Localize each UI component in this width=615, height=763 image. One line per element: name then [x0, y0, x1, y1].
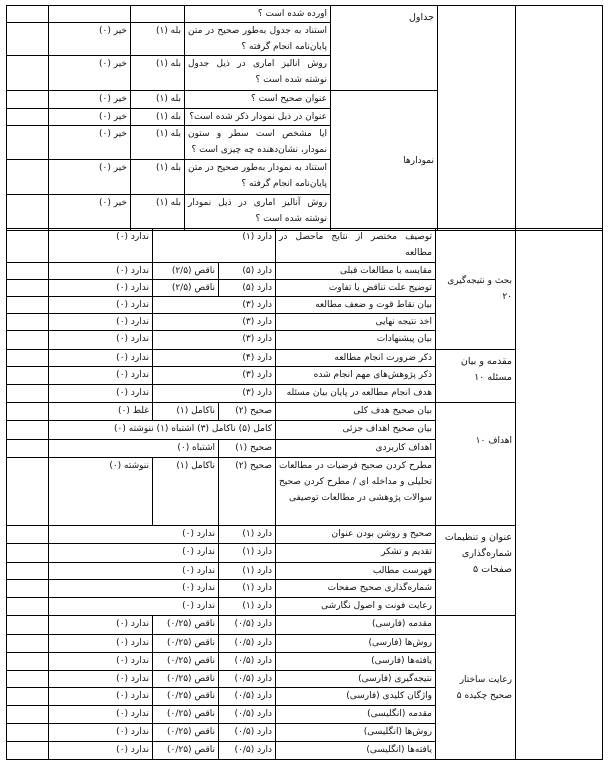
criteria-table	[6, 228, 603, 760]
blank-column	[438, 6, 516, 231]
option-c: ندارد (۰)	[49, 688, 153, 706]
yes-option: بله (۱)	[131, 23, 185, 56]
option-a: دارد (۳)	[153, 385, 276, 403]
criterion: بیان صحیح اهداف جزئی	[276, 421, 436, 440]
score-cell	[7, 229, 49, 263]
option-c: ندارد (۰)	[49, 263, 153, 280]
criterion: مقایسه با مطالعات قبلی	[276, 263, 436, 280]
option-a: دارد (۰/۵)	[219, 706, 276, 724]
option-c: ندارد (۰)	[49, 706, 153, 724]
option-a: صحیح (۲)	[219, 458, 276, 526]
score-cell	[7, 635, 49, 653]
option-b: اشتباه (۰)	[49, 440, 219, 458]
option-b: ناقص (۲/۵)	[153, 280, 219, 297]
question: استناد به جدول به‌طور صحیح در متن پایان‌نامه انجام گرفته ؟	[185, 23, 331, 56]
no-option: خیر (۰)	[49, 109, 131, 126]
question: استناد به نمودار به‌طور صحیح در متن پایان‌نامه انجام گرفته ؟	[185, 160, 331, 195]
option-c: ندارد (۰)	[49, 350, 153, 367]
option-c: ندارد (۰)	[49, 671, 153, 688]
option-a: دارد (۳)	[153, 297, 276, 314]
criterion: ذکر ضرورت انجام مطالعه	[276, 350, 436, 367]
option-c: ندارد (۰)	[49, 229, 153, 263]
option-b: ناقص (۰/۲۵)	[153, 653, 219, 671]
score-cell	[7, 544, 49, 563]
option-c: ندارد (۰)	[49, 742, 153, 760]
option-b: ناقص (۰/۲۵)	[153, 724, 219, 742]
score-cell	[7, 706, 49, 724]
score-cell	[7, 421, 49, 440]
score-cell	[7, 367, 49, 385]
option-a: دارد (۰/۵)	[219, 724, 276, 742]
option-c: ندارد (۰)	[49, 653, 153, 671]
option-a: صحیح (۲)	[219, 403, 276, 421]
no-option: خیر (۰)	[49, 91, 131, 109]
option-b: ناکامل (۱)	[153, 458, 219, 526]
criterion: تقدیم و تشکر	[276, 544, 436, 563]
option-b: ناقص (۰/۲۵)	[153, 706, 219, 724]
category-tables: جداول	[331, 6, 438, 91]
criterion: توضیح علت تناقض یا تفاوت	[276, 280, 436, 297]
yes-option: بله (۱)	[131, 109, 185, 126]
option-b: ناقص (۰/۲۵)	[153, 635, 219, 653]
option-b: ناکامل (۱)	[153, 403, 219, 421]
option-a: دارد (۵)	[219, 263, 276, 280]
option-a: دارد (۱)	[219, 544, 276, 563]
option-b: ناقص (۰/۲۵)	[153, 616, 219, 635]
criterion: ذکر پژوهش‌های مهم انجام شده	[276, 367, 436, 385]
criterion: صحیح و روشن بودن عنوان	[276, 526, 436, 544]
option-a: دارد (۰/۵)	[219, 616, 276, 635]
score-cell	[7, 160, 49, 195]
score-cell	[7, 109, 49, 126]
category-title: عنوان و تنظیمات شماره‌گذاری صفحات ۵	[436, 526, 516, 616]
option-c: ندارد (۰)	[49, 563, 219, 580]
criterion: اهداف کاربردی	[276, 440, 436, 458]
no-option: خیر (۰)	[49, 160, 131, 195]
criterion: روش‌ها (انگلیسی)	[276, 724, 436, 742]
category-charts: نمودارها	[331, 91, 438, 231]
score-cell	[7, 385, 49, 403]
question: اورده شده است ؟	[185, 6, 331, 23]
option-a: دارد (۰/۵)	[219, 688, 276, 706]
score-cell	[7, 126, 49, 160]
evaluation-form	[6, 5, 602, 759]
criterion: واژگان کلیدی (فارسی)	[276, 688, 436, 706]
no-option: خیر (۰)	[49, 126, 131, 160]
score-cell	[7, 280, 49, 297]
score-cell	[7, 598, 49, 616]
option-c: ندارد (۰)	[49, 367, 153, 385]
option-c: ندارد (۰)	[49, 544, 219, 563]
option-b: ناقص (۲/۵)	[153, 263, 219, 280]
score-cell	[7, 526, 49, 544]
option-a: دارد (۳)	[153, 314, 276, 331]
score-cell	[7, 688, 49, 706]
criterion: توصیف مختصر از نتایج ماحصل در مطالعه	[276, 229, 436, 263]
option-b: ناقص (۰/۲۵)	[153, 742, 219, 760]
question: روش انالیز اماری در ذیل جدول نوشته شده است ؟	[185, 56, 331, 91]
option-c: ندارد (۰)	[49, 385, 153, 403]
score-cell	[7, 563, 49, 580]
score-cell	[7, 56, 49, 91]
criterion: یافته‌ها (انگلیسی)	[276, 742, 436, 760]
option-c: ندارد (۰)	[49, 616, 153, 635]
criterion: مقدمه (انگلیسی)	[276, 706, 436, 724]
criterion: شماره‌گذاری صحیح صفحات	[276, 580, 436, 598]
yes-option: بله (۱)	[131, 126, 185, 160]
score-cell	[7, 195, 49, 231]
criterion: یافته‌ها (فارسی)	[276, 653, 436, 671]
option-c: ندارد (۰)	[49, 280, 153, 297]
score-cell	[7, 91, 49, 109]
category-intro: مقدمه و بیان مسئله ۱۰	[436, 350, 516, 403]
option-a: کامل (۵) ناکامل (۳) اشتباه (۱) ننوشته (۰)	[49, 421, 276, 440]
yes-option: بله (۱)	[131, 91, 185, 109]
option-a: دارد (۰/۵)	[219, 671, 276, 688]
option-c: ندارد (۰)	[49, 314, 153, 331]
score-cell	[7, 671, 49, 688]
score-cell	[7, 403, 49, 421]
option-a: دارد (۰/۵)	[219, 635, 276, 653]
tables-charts-table	[6, 5, 603, 231]
option-b: ناقص (۰/۲۵)	[153, 671, 219, 688]
question: عنوان در ذیل نمودار ذکر شده است؟	[185, 109, 331, 126]
option-c: ندارد (۰)	[49, 598, 219, 616]
yes-option	[131, 6, 185, 23]
criterion: مطرح کردن صحیح فرضیات در مطالعات تحلیلی و مداخله ای / مطرح کردن صحیح سوالات پژوهشی در مطالعات توصیفی	[276, 458, 436, 526]
no-option	[49, 6, 131, 23]
criterion: بیان صحیح هدف کلی	[276, 403, 436, 421]
criterion: هدف انجام مطالعه در پایان بیان مسئله	[276, 385, 436, 403]
score-cell	[7, 331, 49, 350]
score-cell	[7, 440, 49, 458]
option-c: ندارد (۰)	[49, 331, 153, 350]
option-c: ندارد (۰)	[49, 297, 153, 314]
criterion: روش‌ها (فارسی)	[276, 635, 436, 653]
option-c: غلط (۰)	[49, 403, 153, 421]
score-cell	[7, 23, 49, 56]
score-cell	[7, 742, 49, 760]
category-abstract: رعایت ساختار صحیح چکیده ۵	[436, 616, 516, 760]
option-a: دارد (۵)	[219, 280, 276, 297]
no-option: خیر (۰)	[49, 23, 131, 56]
option-a: صحیح (۱)	[219, 440, 276, 458]
option-b: ناقص (۰/۲۵)	[153, 688, 219, 706]
score-cell	[7, 263, 49, 280]
score-cell	[7, 314, 49, 331]
blank-column	[516, 6, 603, 231]
score-cell	[7, 653, 49, 671]
option-a: دارد (۰/۵)	[219, 653, 276, 671]
score-cell	[7, 724, 49, 742]
score-cell	[7, 616, 49, 635]
category-discussion: بحث و نتیجه‌گیری ۲۰	[436, 229, 516, 350]
score-cell	[7, 297, 49, 314]
option-c: ندارد (۰)	[49, 526, 219, 544]
option-a: دارد (۳)	[153, 331, 276, 350]
criterion: اخذ نتیجه نهایی	[276, 314, 436, 331]
no-option: خیر (۰)	[49, 195, 131, 231]
option-a: دارد (۱)	[219, 580, 276, 598]
score-cell	[7, 6, 49, 23]
option-a: دارد (۱)	[219, 563, 276, 580]
question: ایا مشخص است سطر و ستون نمودار، نشان‌دهنده چه چیزی است ؟	[185, 126, 331, 160]
no-option: خیر (۰)	[49, 56, 131, 91]
question: عنوان صحیح است ؟	[185, 91, 331, 109]
option-a: دارد (۴)	[153, 350, 276, 367]
option-a: دارد (۰/۵)	[219, 742, 276, 760]
criterion: نتیجه‌گیری (فارسی)	[276, 671, 436, 688]
option-a: دارد (۱)	[153, 229, 276, 263]
score-cell	[7, 350, 49, 367]
blank-column	[516, 229, 603, 760]
yes-option: بله (۱)	[131, 56, 185, 91]
category-goals: اهداف ۱۰	[436, 403, 516, 526]
question: روش آنالیز اماری در ذیل نمودار نوشته شده است ؟	[185, 195, 331, 231]
option-a: دارد (۳)	[153, 367, 276, 385]
criterion: بیان پیشنهادات	[276, 331, 436, 350]
score-cell	[7, 580, 49, 598]
criterion: رعایت فونت و اصول نگارشی	[276, 598, 436, 616]
yes-option: بله (۱)	[131, 160, 185, 195]
criterion: بیان نقاط قوت و ضعف مطالعه	[276, 297, 436, 314]
criterion: فهرست مطالب	[276, 563, 436, 580]
option-c: ننوشته (۰)	[49, 458, 153, 526]
option-a: دارد (۱)	[219, 526, 276, 544]
option-c: ندارد (۰)	[49, 580, 219, 598]
option-a: دارد (۱)	[219, 598, 276, 616]
option-c: ندارد (۰)	[49, 724, 153, 742]
criterion: مقدمه (فارسی)	[276, 616, 436, 635]
score-cell	[7, 458, 49, 526]
option-c: ندارد (۰)	[49, 635, 153, 653]
yes-option: بله (۱)	[131, 195, 185, 231]
